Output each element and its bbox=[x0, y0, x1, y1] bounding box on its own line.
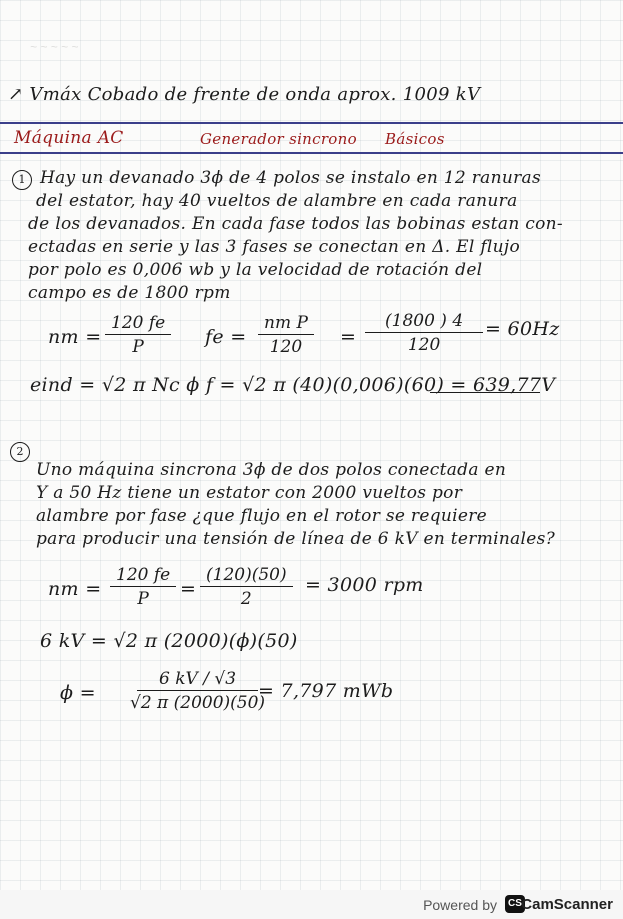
problem-1-line: campo es de 1800 rpm bbox=[28, 283, 231, 303]
topic-label: Generador sincrono bbox=[200, 130, 357, 148]
nm2-numeric-denominator: 2 bbox=[240, 589, 252, 609]
problem-2-number: 2 bbox=[10, 442, 30, 462]
problem-1-line: de los devanados. En cada fase todos las bobinas estan con- bbox=[28, 214, 563, 234]
problem-1-line: por polo es 0,006 wb y la velocidad de rotación del bbox=[28, 260, 483, 280]
nm-denominator: P bbox=[132, 337, 144, 357]
camscanner-brand: CamScanner bbox=[521, 896, 613, 913]
subject-label: Máquina AC bbox=[14, 128, 124, 148]
problem-1-number: 1 bbox=[12, 170, 32, 190]
emf-equation: 6 kV = √2 π (2000)(ϕ)(50) bbox=[40, 630, 298, 652]
fe-result: = 60Hz bbox=[485, 318, 560, 340]
fe-numeric-denominator: 120 bbox=[407, 335, 441, 355]
nm-numerator: 120 fe bbox=[105, 312, 171, 335]
nm2-fraction-numeric bbox=[200, 564, 293, 611]
scanner-footer bbox=[0, 890, 623, 919]
powered-by-label: Powered by bbox=[423, 897, 497, 913]
problem-2-line: alambre por fase ¿que flujo en el rotor se requiere bbox=[36, 506, 488, 526]
phi-denominator: √2 π (2000)(50) bbox=[130, 693, 266, 713]
fe-numeric-numerator: (1800 ) 4 bbox=[365, 310, 483, 333]
nm-fraction bbox=[105, 312, 171, 359]
fe-denominator: 120 bbox=[269, 337, 303, 357]
nm2-numeric-numerator: (120)(50) bbox=[200, 564, 293, 587]
fe-numerator: nm P bbox=[258, 312, 314, 335]
problem-2-line: Uno máquina sincrona 3ϕ de dos polos conectada en bbox=[36, 460, 507, 480]
nm2-result: = 3000 rpm bbox=[305, 574, 424, 596]
fe-fraction bbox=[258, 312, 314, 359]
equals-sign: = bbox=[340, 326, 357, 348]
bleed-through-text: ~ ~ ~ ~ ~ bbox=[30, 40, 79, 54]
problem-1-line: del estator, hay 40 vueltos de alambre en cada ranura bbox=[36, 191, 518, 211]
nm2-lhs: nm = bbox=[48, 578, 102, 600]
subheader-rule bbox=[0, 152, 623, 154]
problem-1-line: Hay un devanado 3ϕ de 4 polos se instalo en 12 ranuras bbox=[40, 168, 541, 188]
eind-underline bbox=[430, 392, 540, 393]
problem-2-line: para producir una tensión de línea de 6 kV en terminales? bbox=[36, 529, 556, 549]
fe-lhs: fe = bbox=[205, 326, 247, 348]
equals-sign: = bbox=[180, 578, 197, 600]
header-line: ↗ Vmáx Cobado de frente de onda aprox. 1009 kV bbox=[8, 84, 481, 105]
eind-equation: eind = √2 π Nc ϕ f = √2 π (40)(0,006)(60) = 639,77V bbox=[30, 374, 556, 396]
camscanner-logo-icon: CS bbox=[505, 895, 525, 913]
header-rule bbox=[0, 122, 623, 124]
level-label: Básicos bbox=[385, 130, 445, 148]
fe-fraction-numeric bbox=[365, 310, 483, 357]
nm2-numerator: 120 fe bbox=[110, 564, 176, 587]
phi-result: = 7,797 mWb bbox=[258, 680, 394, 702]
phi-fraction bbox=[130, 668, 265, 715]
nm2-fraction bbox=[110, 564, 176, 611]
nm-lhs: nm = bbox=[48, 326, 102, 348]
phi-numerator: 6 kV / √3 bbox=[137, 668, 258, 691]
problem-2-line: Y a 50 Hz tiene un estator con 2000 vueltos por bbox=[36, 483, 463, 503]
nm2-denominator: P bbox=[137, 589, 149, 609]
phi-lhs: ϕ = bbox=[60, 682, 96, 704]
problem-1-line: ectadas en serie y las 3 fases se conectan en Δ. El flujo bbox=[28, 237, 521, 257]
